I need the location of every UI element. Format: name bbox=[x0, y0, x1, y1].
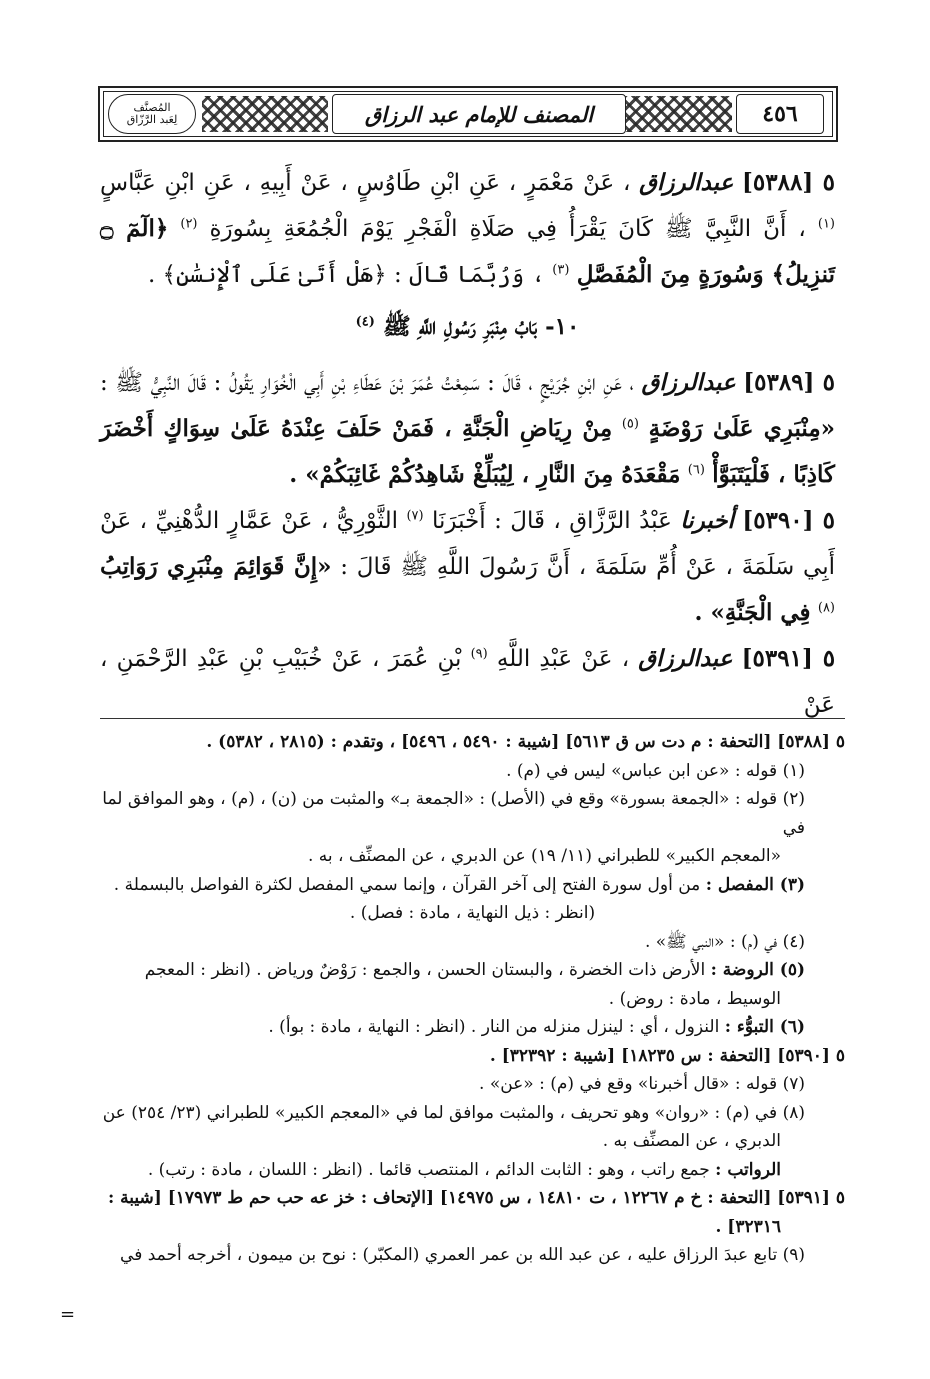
matn-text: مِنْ رِيَاضِ الْجَنَّةِ ، فَمَنْ حَلَفَ عِنْدَهُ عَلَىٰ سِوَاكٍ أَخْضَرَ كَاذِبًا ، فَلْيَتَبَوَّأْ bbox=[100, 415, 835, 488]
footnote-ref[interactable]: (٥) bbox=[621, 416, 639, 432]
footnote-text: من أول سورة الفتح إلى آخر القرآن ، وإنما سمي المفصل لكثرة الفواصل بالبسملة . bbox=[113, 874, 701, 895]
isnad-text: الثَّوْرِيُّ ، عَنْ عَمَّارٍ الدُّهْنِيِّ ، عَنْ أَبِي سَلَمَةَ ، عَنْ أُمِّ سَلَمَةَ ، أَنَّ رَسُولَ اللَّهِ ﷺ قَالَ : bbox=[100, 508, 835, 580]
logo-line-2: لِعَبد الرَّزّاق bbox=[126, 113, 178, 126]
narrator-source: عبدالرزاق bbox=[639, 169, 734, 196]
hadith-number: ٥ [٥٣٨٨] bbox=[742, 169, 836, 196]
hadith-5389 bbox=[100, 360, 835, 498]
footnote-ref[interactable]: (١) bbox=[817, 216, 835, 232]
isnad-text: ، عَنْ مَعْمَرٍ ، عَنِ ابْنِ طَاوُسٍ ، عَنْ أَبِيهِ ، عَنِ ابْنِ عَبَّاسٍ bbox=[100, 170, 631, 196]
note-5388: ٥ [٥٣٨٨] [التحفة : م دت س ق ٥٦١٣] [شيبة : ٥٤٩٠ ، ٥٤٩٦] ، وتقدم : (٢٨١٥ ، ٥٣٨٢) . bbox=[206, 732, 845, 752]
isnad-text: عَبْدُ الرَّزَّاقِ ، قَالَ : أَخْبَرَنَا bbox=[432, 508, 672, 534]
matn-text: ، وَرُبَّمَا قَالَ : ﴿هَلْ أَتَىٰ عَلَى ٱلْإِنسَٰنِ﴾ . bbox=[147, 262, 545, 288]
matn-text: «مِنْبَرِي عَلَىٰ رَوْضَةٍ bbox=[648, 415, 836, 442]
footnote-7: (٧) قوله : «قال أخبرنا» وقع في (م) : «عن» . bbox=[479, 1074, 805, 1094]
footnote-6 bbox=[100, 1013, 845, 1042]
matn-text: فِي الْجَنَّةِ» . bbox=[694, 599, 811, 626]
footnote-ref[interactable]: (٣) bbox=[552, 262, 570, 278]
footnote-5 bbox=[100, 956, 845, 985]
isnad-text: ، عَنْ عَبْدِ اللَّهِ bbox=[496, 646, 630, 672]
footnote-3 bbox=[100, 871, 845, 900]
isnad-text: ، عَنِ ابْنِ جُرَيْجٍ ، قَالَ : سَمِعْتُ عُمَرَ بْنَ عَطَاءِ بْنِ أَبِي الْخُوَارِ يَقُولُ : قَالَ النَّبِيُّ ﷺ : bbox=[100, 370, 634, 396]
matn-text: ، أَنَّ النَّبِيَّ ﷺ كَانَ يَقْرَأُ فِي صَلَاةِ الْفَجْرِ يَوْمَ الْجُمُعَةِ بِسُورَةِ bbox=[209, 216, 806, 242]
chapter-title: ١٠- بَابُ مِنْبَرِ رَسُولِ اللَّهِ ﷺ bbox=[382, 313, 580, 340]
logo-line-1: المُصنَّف bbox=[133, 101, 171, 114]
footnote-9: (٩) تابع عبدَ الرزاق عليه ، عن عبد الله بن عمر العمري (المكبّر) : نوح بن ميمون ، أخرجه أحمد في bbox=[120, 1245, 805, 1265]
hadith-5391 bbox=[100, 636, 835, 728]
page-number: ٤٥٦ bbox=[736, 94, 824, 134]
note-5391: ٥ [٥٣٩١] [التحفة : خ م ١٢٢٦٧ ، ت ١٤٨١٠ ، س ١٤٩٧٥] [الإتحاف : خز عه حب حم ط ١٧٩٧٣] [شيبة : bbox=[107, 1188, 845, 1208]
narrator-source: عبدالرزاق bbox=[641, 369, 736, 396]
footnote-ref[interactable]: (٧) bbox=[406, 508, 424, 524]
matn-text: «إِنَّ قَوَائِمَ مِنْبَرِي رَوَاتِبُ bbox=[100, 553, 332, 580]
footnotes bbox=[100, 728, 845, 1270]
chapter-heading bbox=[100, 304, 835, 350]
ornament-right-icon bbox=[616, 96, 732, 132]
footnote-ref[interactable]: (٩) bbox=[470, 646, 488, 662]
footnote-2-cont: «المعجم الكبير» للطبراني (١١/ ١٩) عن الدبري ، عن المصنِّف ، به . bbox=[307, 846, 781, 866]
main-text bbox=[100, 160, 835, 728]
matn-text: مَقْعَدَهُ مِنَ النَّارِ ، لِيُبَلِّغْ شَاهِدُكُمْ غَائِبَكُمْ» . bbox=[289, 461, 681, 488]
footnote-label: (٦) التبوُّء : bbox=[724, 1017, 805, 1037]
rawatib-gloss bbox=[100, 1156, 845, 1185]
footnote-8: (٨) في (م) : «روان» وهو تحريف ، والمثبت موافق لما في «المعجم الكبير» للطبراني (٢٣/ ٢٥٤) عن bbox=[102, 1102, 805, 1123]
quran-text: ﴿الٓمٓ ۝ تَنزِيلُ﴾ وَسُورَةٍ مِنَ الْمُفَصَّلِ bbox=[100, 215, 835, 288]
continuation-mark: = bbox=[60, 1304, 76, 1325]
footnote-divider bbox=[100, 718, 845, 719]
note-5391-cont: ٣٢٣١٦] . bbox=[715, 1216, 781, 1237]
footnote-text: النزول ، أي : لينزل منزله من النار . (انظر : النهاية ، مادة : بوأ) . bbox=[268, 1017, 720, 1037]
footnote-3-cont: (انظر : ذيل النهاية ، مادة : فصل) . bbox=[349, 903, 596, 923]
footnote-8-cont: الدبري ، عن المصنِّف به . bbox=[602, 1131, 781, 1151]
footnote-text: جمع راتب ، وهو : الثابت الدائم ، المنتصب قائما . (انظر : اللسان ، مادة : رتب) . bbox=[147, 1159, 710, 1180]
footnote-label: الرواتب : bbox=[715, 1159, 781, 1180]
ornament-left-icon bbox=[202, 96, 328, 132]
hadith-number: ٥ [٥٣٩٠] bbox=[742, 507, 835, 534]
footnote-ref[interactable]: (٤) bbox=[355, 314, 375, 330]
hadith-5390 bbox=[100, 498, 835, 636]
footnote-ref[interactable]: (٦) bbox=[687, 462, 705, 478]
footnote-5-cont: الوسيط ، مادة : روض) . bbox=[608, 988, 781, 1009]
hadith-number: ٥ [٥٣٩١] bbox=[741, 645, 836, 672]
note-5390: ٥ [٥٣٩٠] [التحفة : س ١٨٢٣٥] [شيبة : ٣٢٣٩٢] . bbox=[489, 1045, 845, 1066]
footnote-2: (٢) قوله : «الجمعة بسورة» وقع في (الأصل) : «الجمعة بـ» والمثبت من (ن) ، (م) ، وهو الموافق لما في bbox=[102, 789, 805, 838]
footnote-ref[interactable]: (٢) bbox=[180, 216, 198, 232]
hadith-number: ٥ [٥٣٨٩] bbox=[743, 369, 836, 396]
page-header bbox=[98, 86, 838, 142]
footnote-ref[interactable]: (٨) bbox=[817, 600, 835, 616]
hadith-5388 bbox=[100, 160, 835, 298]
book-logo bbox=[108, 94, 196, 134]
narrator-source: أخبرنا bbox=[680, 507, 734, 534]
footnote-text: الأرض ذات الخضرة ، والبستان الحسن ، والجمع : رَوْضٌ ورياض . (انظر : المعجم bbox=[144, 960, 706, 980]
footnote-4: (٤) في (م) : «النبي ﷺ» . bbox=[644, 931, 805, 952]
footnote-label: (٥) الروضة : bbox=[710, 960, 805, 980]
narrator-source: عبدالرزاق bbox=[638, 645, 733, 672]
isnad-text: بْنِ عُمَرَ ، عَنْ خُبَيْبِ بْنِ عَبْدِ الرَّحْمَنِ ، عَنْ bbox=[100, 646, 835, 718]
footnote-label: (٣) المفصل : bbox=[705, 874, 805, 895]
footnote-1: (١) قوله : «عن ابن عباس» ليس في (م) . bbox=[506, 760, 805, 781]
running-title: المصنف للإمام عبد الرزاق bbox=[332, 94, 626, 134]
